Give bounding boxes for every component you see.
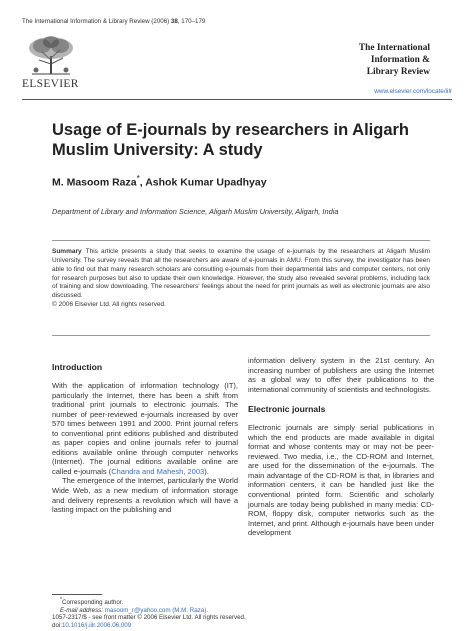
doi-line bbox=[52, 622, 352, 629]
corresponding-author-mark[interactable]: * bbox=[136, 174, 140, 183]
doi-link[interactable]: 10.1016/j.iilr.2006.06.009 bbox=[61, 622, 132, 629]
summary-text: This article presents a study that seeks to examine the usage of e-journals by the researchers at Aligarh Muslim University. The survey reveals that all the researchers are aware of e-journals in AMU. From this survey, the investigator has been able to find out that many research scholars are consulting e-journals from their departmental labs and computer centers, not only for research purposes but also to update their own knowledge. However, the study also revealed several problems, including lack of training and slow downloading. The researchers' feelings about the need for print journals as well as electronic journals are also discussed. bbox=[52, 248, 430, 300]
article-title: Usage of E-journals by researchers in Aligarh Muslim University: A study bbox=[52, 121, 410, 159]
doi-label: doi: bbox=[52, 622, 62, 629]
issn-line: 1057-2317/$ - see front matter © 2006 Elsevier Ltd. All rights reserved. bbox=[52, 614, 246, 621]
author-name: M. Masoom Raza bbox=[52, 176, 137, 189]
summary-copyright: © 2006 Elsevier Ltd. All rights reserved. bbox=[52, 301, 166, 309]
body-paragraph bbox=[52, 381, 238, 476]
journal-name-line: Library Review bbox=[366, 67, 430, 77]
journal-name bbox=[352, 42, 430, 78]
body-paragraph: Electronic journals are simply serial publications in which the end products are made available in digital format and whose contents may or may not be peer-reviewed. Two media, i.e., the CD-ROM and Internet, are used for the dissemination of the e-journals. The main advantage of the CD-ROM is that, in libraries and information centers, it can be handled just like the conventional printed form. Scientific and scholarly journals are today being published in many media: CD-ROM, floppy disk, computer networks such as the Internet, and print. Although e-journals have been under development bbox=[248, 423, 434, 538]
paragraph-text: ). bbox=[204, 466, 209, 476]
journal-volume: 38 bbox=[170, 18, 178, 25]
summary-label: Summary bbox=[52, 248, 82, 255]
journal-name-line: Information & bbox=[370, 55, 430, 65]
email-link[interactable]: masoom_r@yahoo.com bbox=[104, 607, 171, 615]
email-owner: (M.M. Raza). bbox=[172, 607, 208, 615]
summary-divider-top bbox=[52, 240, 430, 241]
journal-name-line: The International bbox=[358, 43, 430, 53]
footnotes bbox=[60, 596, 240, 616]
author-list bbox=[52, 174, 442, 189]
corresponding-author-note bbox=[60, 596, 240, 607]
journal-pages: , 170–179 bbox=[177, 18, 206, 25]
footnote-mark: * bbox=[60, 597, 63, 603]
header-divider bbox=[22, 99, 452, 100]
section-heading-electronic-journals: Electronic journals bbox=[248, 404, 326, 415]
author-affiliation: Department of Library and Information Science, Aligarh Muslim University, Aligarh, India bbox=[52, 207, 339, 216]
left-column bbox=[52, 362, 238, 515]
right-column bbox=[248, 356, 434, 538]
paragraph-text: With the application of information technology (IT), particularly the Internet, there has been a shift from traditional print journals to electronic journals. The number of peer-reviewed e-journals increased by over 570 times between 1991 and 2000. Print journal refers to conventional print editions published and distributed as paper copies and online journals refer to journal editions available online through computer networks (Internet). The journal editions available online are called e-journals ( bbox=[52, 381, 238, 476]
body-paragraph: The emergence of the Internet, particularly the World Wide Web, as a new medium of information storage and delivery represents a revolution which will have a lasting impact on the publishing and bbox=[52, 476, 238, 515]
journal-citation-line bbox=[22, 18, 205, 25]
journal-citation-prefix: The International Information & Library Review (2006) bbox=[22, 18, 171, 25]
publisher-name: ELSEVIER bbox=[22, 78, 79, 90]
footnote-divider bbox=[52, 594, 102, 595]
abstract-summary bbox=[52, 248, 430, 310]
body-paragraph: information delivery system in the 21st century. An increasing number of publishers are using the Internet as a global way to offer their publications to the international community of scientists and technologists. bbox=[248, 356, 434, 394]
section-heading-introduction: Introduction bbox=[52, 362, 103, 372]
footnote-text: Corresponding author. bbox=[62, 599, 124, 607]
author-name: Ashok Kumar Upadhyay bbox=[145, 176, 267, 189]
journal-url-link[interactable]: www.elsevier.com/locate/iilr bbox=[374, 88, 452, 95]
elsevier-tree-icon bbox=[22, 34, 80, 78]
summary-divider-bottom bbox=[52, 335, 430, 336]
citation-link[interactable]: Chandra and Mahesh, 2003 bbox=[111, 466, 205, 476]
email-label: E-mail address: bbox=[60, 607, 103, 615]
author-separator: , bbox=[139, 176, 146, 189]
